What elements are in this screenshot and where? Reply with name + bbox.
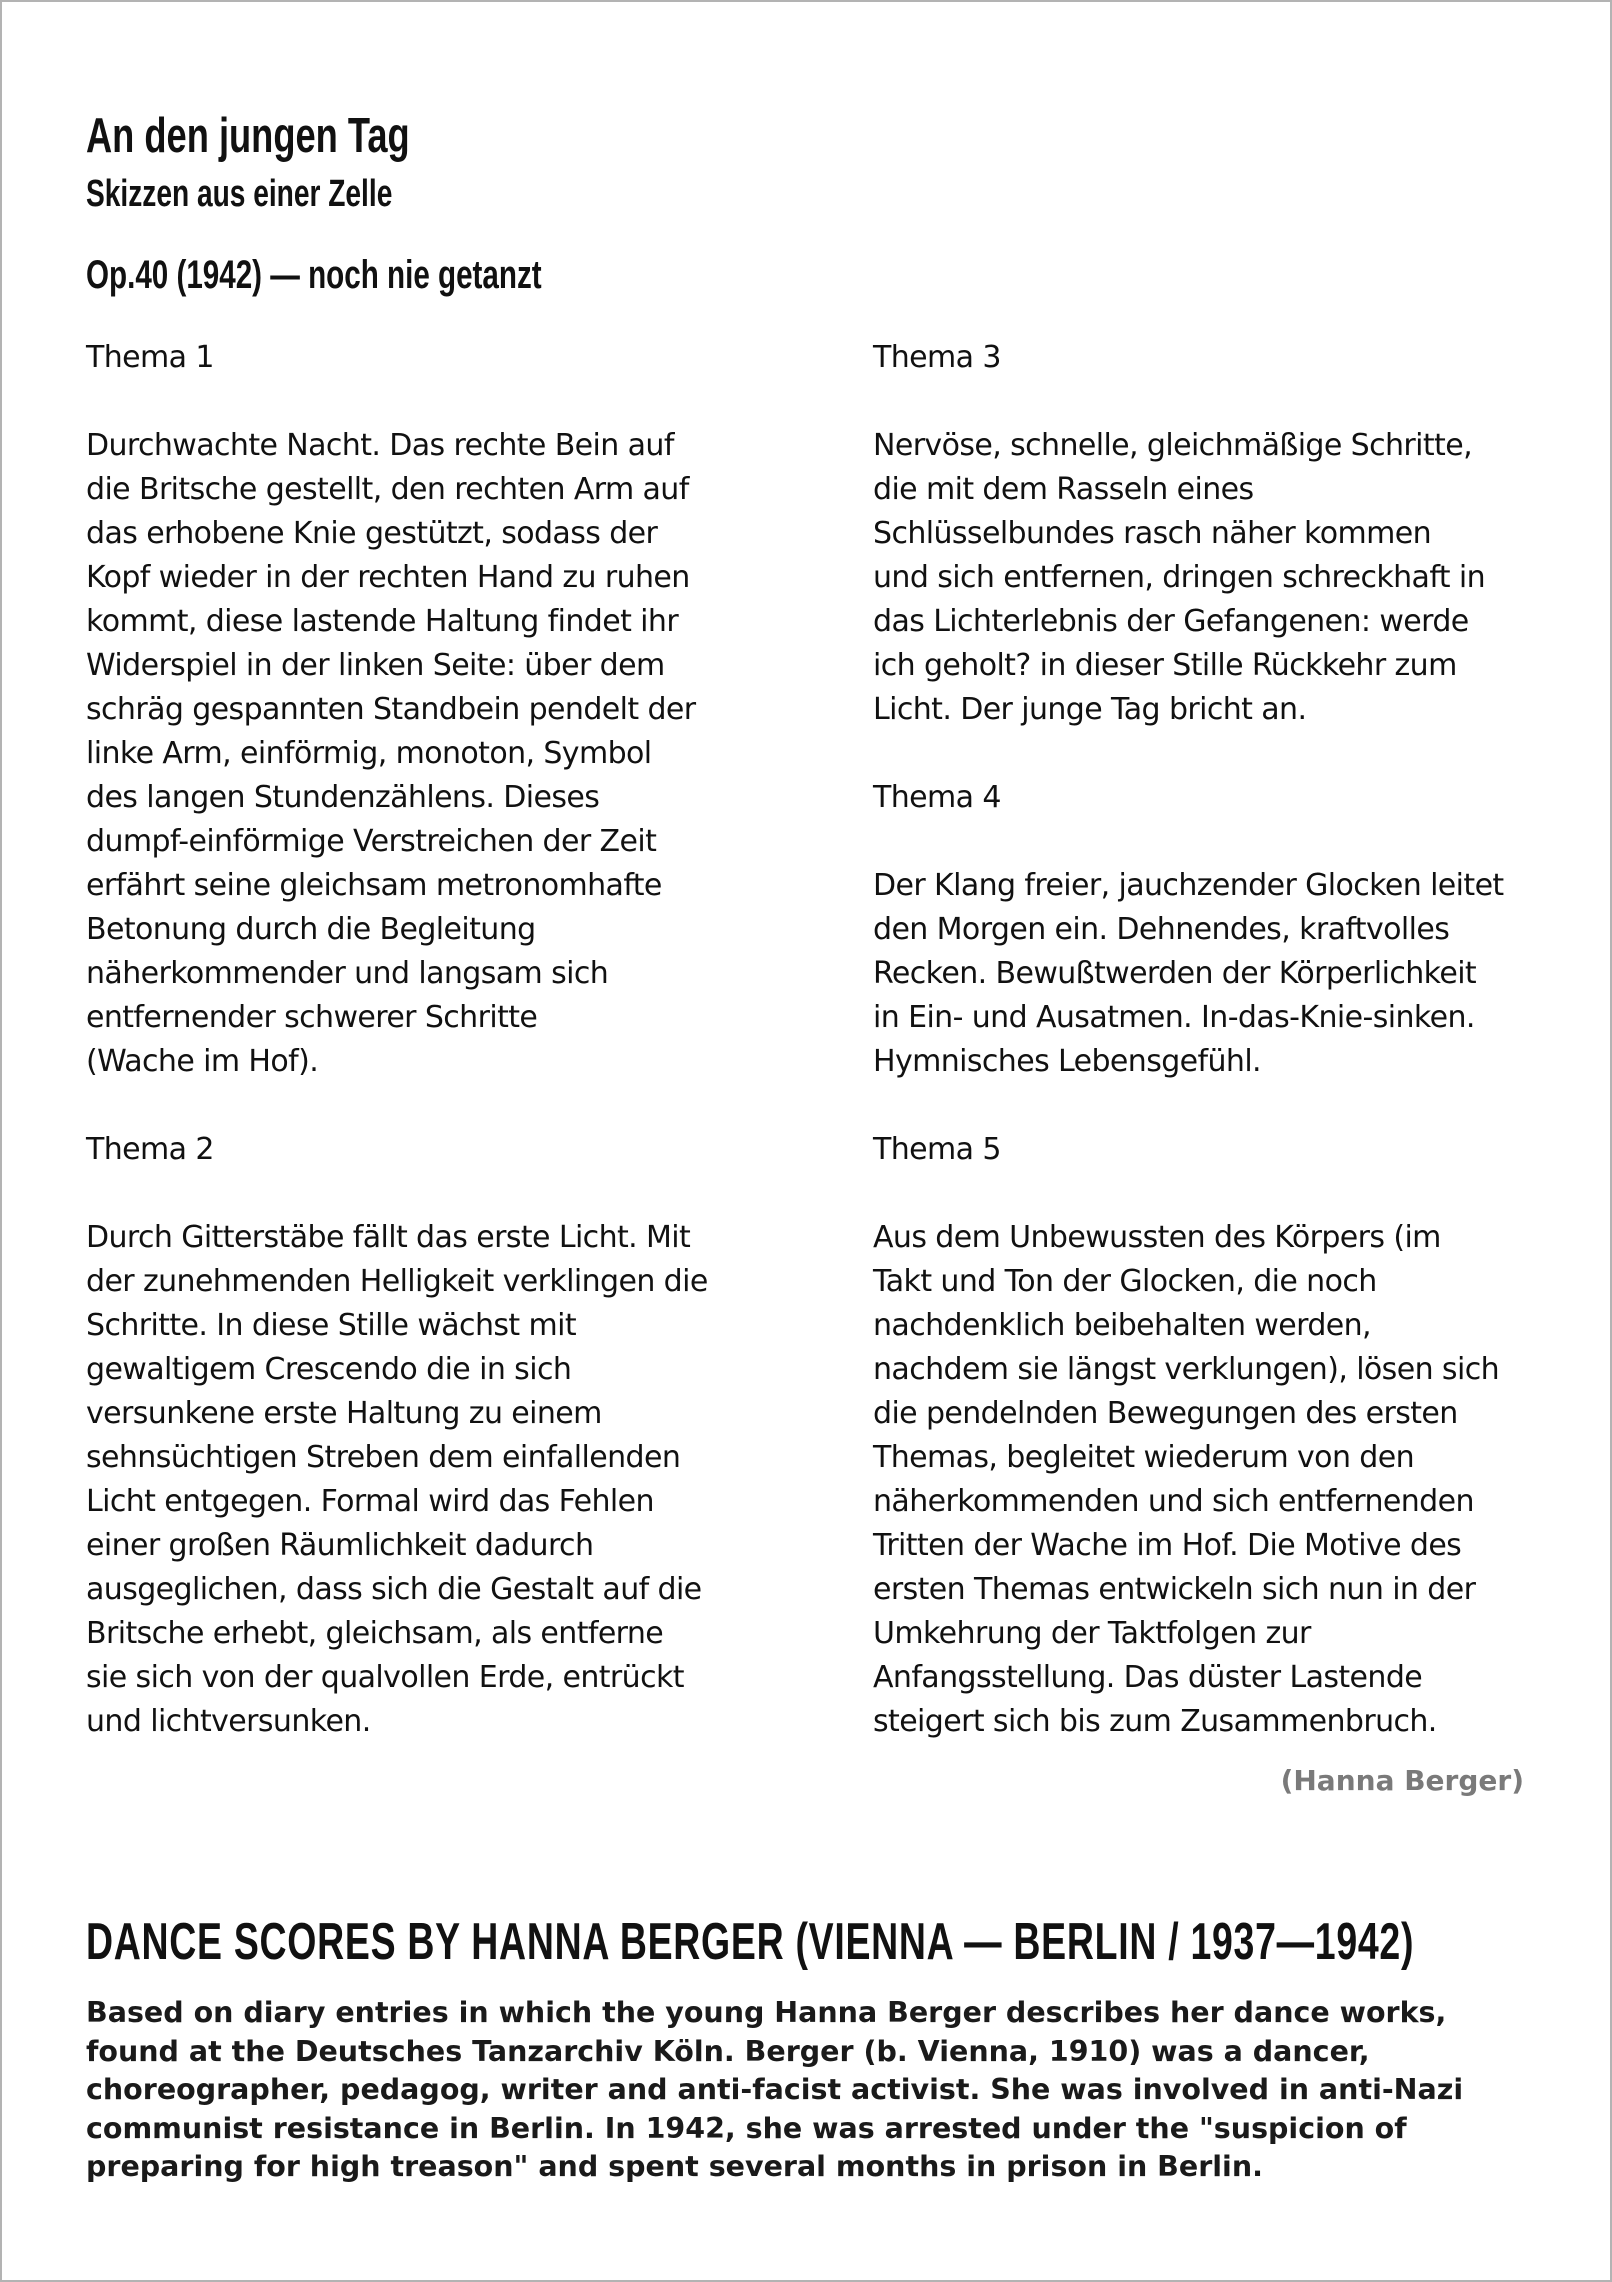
theme-line: der zunehmenden Helligkeit verklingen die bbox=[86, 1264, 708, 1299]
theme-line: Anfangsstellung. Das düster Lastende bbox=[873, 1660, 1423, 1695]
theme-line: nachdenklich beibehalten werden, bbox=[873, 1308, 1371, 1343]
theme-line: Durchwachte Nacht. Das rechte Bein auf bbox=[86, 428, 674, 463]
description-line: found at the Deutsches Tanzarchiv Köln. Berger (b. Vienna, 1910) was a dancer, bbox=[86, 2034, 1370, 2068]
theme-line: gewaltigem Crescendo die in sich bbox=[86, 1352, 572, 1387]
theme-line: Nervöse, schnelle, gleichmäßige Schritte, bbox=[873, 428, 1472, 463]
theme-line: (Wache im Hof). bbox=[86, 1044, 319, 1079]
theme-line: die mit dem Rasseln eines bbox=[873, 472, 1254, 507]
theme-line: Britsche erhebt, gleichsam, als entferne bbox=[86, 1616, 664, 1651]
description-line: preparing for high treason" and spent several months in prison in Berlin. bbox=[86, 2150, 1263, 2183]
section-title: DANCE SCORES BY HANNA BERGER (VIENNA — BERLIN / 1937—1942) bbox=[86, 1913, 1415, 1971]
theme-line: kommt, diese lastende Haltung findet ihr bbox=[86, 604, 679, 639]
left-column bbox=[86, 336, 786, 1788]
theme-line: und lichtversunken. bbox=[86, 1704, 371, 1739]
theme-line: einer großen Räumlichkeit dadurch bbox=[86, 1528, 594, 1563]
theme-heading: Thema 4 bbox=[873, 780, 1001, 815]
theme-line: steigert sich bis zum Zusammenbruch. bbox=[873, 1704, 1437, 1739]
theme-line: Widerspiel in der linken Seite: über dem bbox=[86, 648, 665, 683]
theme-line: Recken. Bewußtwerden der Körperlichkeit bbox=[873, 956, 1477, 991]
theme-line: den Morgen ein. Dehnendes, kraftvolles bbox=[873, 912, 1450, 947]
theme-line: die pendelnden Bewegungen des ersten bbox=[873, 1396, 1458, 1431]
theme-line: Themas, begleitet wiederum von den bbox=[873, 1440, 1415, 1475]
theme-line: Licht. Der junge Tag bricht an. bbox=[873, 692, 1307, 727]
theme-line: dumpf-einförmige Verstreichen der Zeit bbox=[86, 824, 657, 859]
theme-paragraph bbox=[873, 864, 1573, 1084]
page-title: An den jungen Tag bbox=[86, 109, 410, 163]
theme-line: sie sich von der qualvollen Erde, entrückt bbox=[86, 1660, 684, 1695]
theme-line: Umkehrung der Taktfolgen zur bbox=[873, 1616, 1311, 1651]
theme-line: Betonung durch die Begleitung bbox=[86, 912, 536, 947]
theme-heading: Thema 2 bbox=[86, 1132, 214, 1167]
theme-line: Der Klang freier, jauchzender Glocken leitet bbox=[873, 868, 1504, 903]
theme-line: versunkene erste Haltung zu einem bbox=[86, 1396, 602, 1431]
theme-line: näherkommenden und sich entfernenden bbox=[873, 1484, 1474, 1519]
description-line: choreographer, pedagog, writer and anti-facist activist. She was involved in anti-Nazi bbox=[86, 2073, 1464, 2106]
page-subtitle: Skizzen aus einer Zelle bbox=[86, 173, 393, 215]
theme-line: linke Arm, einförmig, monoton, Symbol bbox=[86, 736, 652, 771]
description-line: Based on diary entries in which the young Hanna Berger describes her dance works, bbox=[86, 1996, 1447, 2029]
theme-line: Licht entgegen. Formal wird das Fehlen bbox=[86, 1484, 654, 1519]
section-description bbox=[86, 1994, 1466, 2187]
theme-line: näherkommender und langsam sich bbox=[86, 956, 609, 991]
theme-line: ausgeglichen, dass sich die Gestalt auf die bbox=[86, 1572, 702, 1607]
theme-line: erfährt seine gleichsam metronomhafte bbox=[86, 868, 662, 903]
theme-line: Durch Gitterstäbe fällt das erste Licht. Mit bbox=[86, 1220, 691, 1255]
theme-heading: Thema 3 bbox=[873, 340, 1001, 375]
theme-line: Tritten der Wache im Hof. Die Motive des bbox=[873, 1528, 1462, 1563]
theme-line: das Lichterlebnis der Gefangenen: werde bbox=[873, 604, 1469, 639]
theme-line: Hymnisches Lebensgefühl. bbox=[873, 1044, 1261, 1079]
theme-line: nachdem sie längst verklungen), lösen sich bbox=[873, 1352, 1499, 1387]
theme-line: Kopf wieder in der rechten Hand zu ruhen bbox=[86, 560, 690, 595]
theme-line: schräg gespannten Standbein pendelt der bbox=[86, 692, 696, 727]
theme-line: sehnsüchtigen Streben dem einfallenden bbox=[86, 1440, 681, 1475]
theme-line: Schritte. In diese Stille wächst mit bbox=[86, 1308, 577, 1343]
theme-line: Schlüsselbundes rasch näher kommen bbox=[873, 516, 1431, 551]
theme-heading: Thema 1 bbox=[86, 340, 214, 375]
theme-line: und sich entfernen, dringen schreckhaft in bbox=[873, 560, 1486, 595]
description-line: communist resistance in Berlin. In 1942, she was arrested under the "suspicion of bbox=[86, 2111, 1407, 2145]
theme-paragraph bbox=[86, 424, 786, 1084]
theme-paragraph bbox=[86, 1216, 786, 1744]
theme-paragraph bbox=[873, 1216, 1573, 1744]
theme-line: Aus dem Unbewussten des Körpers (im bbox=[873, 1220, 1441, 1255]
theme-line: des langen Stundenzählens. Dieses bbox=[86, 780, 600, 815]
theme-line: Takt und Ton der Glocken, die noch bbox=[873, 1264, 1377, 1299]
theme-line: ich geholt? in dieser Stille Rückkehr zum bbox=[873, 648, 1457, 683]
attribution: (Hanna Berger) bbox=[1280, 1764, 1524, 1797]
opus-line: Op.40 (1942) — noch nie getanzt bbox=[86, 253, 542, 297]
theme-heading: Thema 5 bbox=[873, 1132, 1001, 1167]
theme-line: entfernender schwerer Schritte bbox=[86, 1000, 538, 1035]
theme-line: in Ein- und Ausatmen. In-das-Knie-sinken. bbox=[873, 1000, 1475, 1035]
theme-line: die Britsche gestellt, den rechten Arm auf bbox=[86, 472, 689, 507]
theme-line: das erhobene Knie gestützt, sodass der bbox=[86, 516, 658, 551]
theme-line: ersten Themas entwickeln sich nun in der bbox=[873, 1572, 1476, 1607]
theme-paragraph bbox=[873, 424, 1573, 732]
right-column bbox=[873, 336, 1573, 1788]
